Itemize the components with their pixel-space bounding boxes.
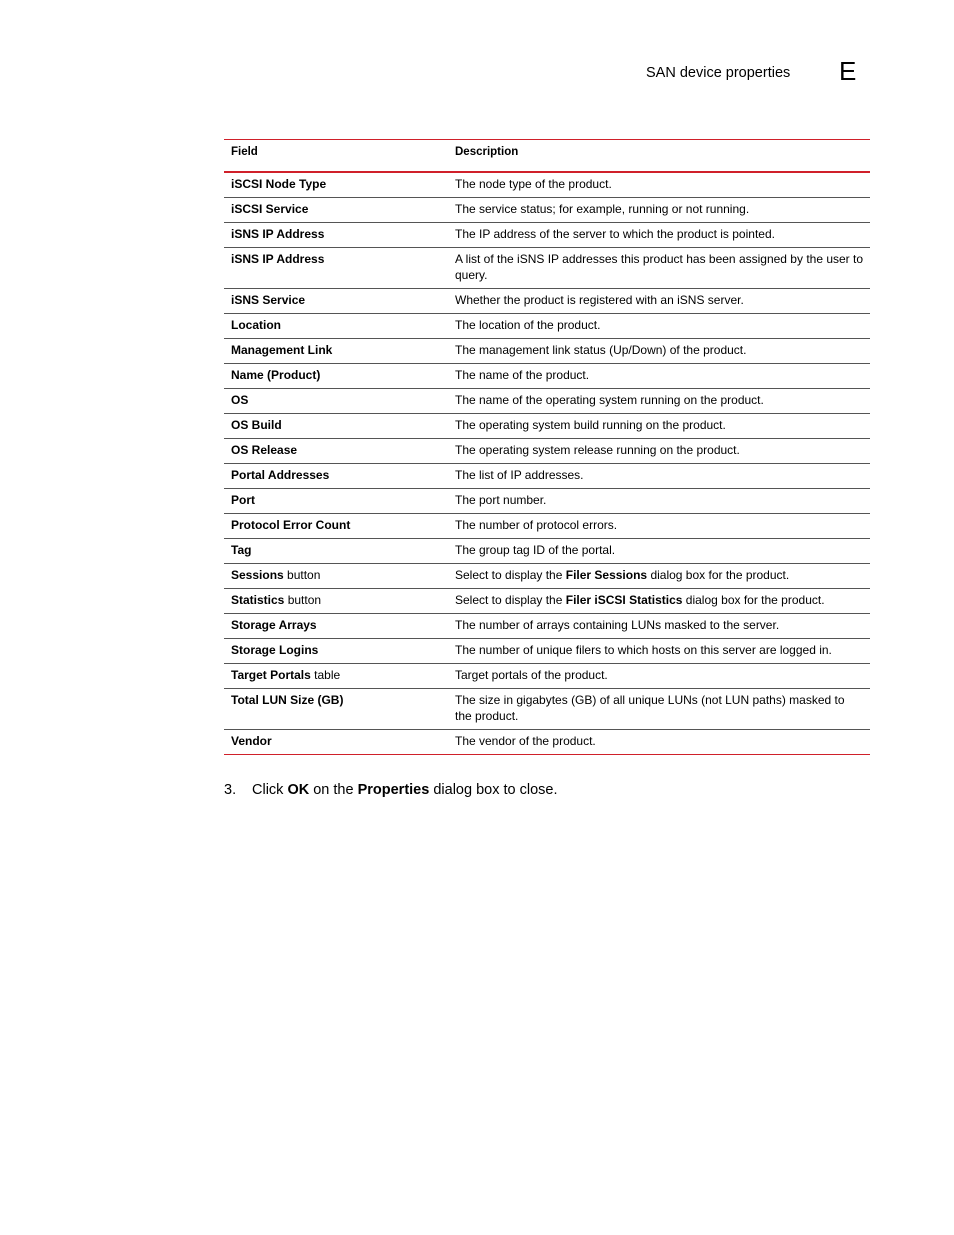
section-title: SAN device properties bbox=[646, 65, 791, 81]
field-name: Target Portals bbox=[231, 668, 311, 682]
field-name: iSCSI Service bbox=[231, 202, 309, 216]
table-row bbox=[224, 564, 870, 589]
description-text: The operating system build running on the product. bbox=[455, 418, 726, 432]
field-name: iSCSI Node Type bbox=[231, 177, 327, 191]
description-text: The service status; for example, running or not running. bbox=[455, 202, 750, 216]
description-cell bbox=[448, 489, 870, 514]
description-cell bbox=[448, 689, 870, 730]
description-text: Target portals of the product. bbox=[455, 668, 608, 682]
description-text: Whether the product is registered with an iSNS server. bbox=[455, 293, 744, 307]
field-name: Total LUN Size (GB) bbox=[231, 693, 344, 707]
field-cell bbox=[224, 339, 448, 364]
field-cell bbox=[224, 464, 448, 489]
description-cell bbox=[448, 614, 870, 639]
description-text: The name of the product. bbox=[455, 368, 590, 382]
field-name: Management Link bbox=[231, 343, 333, 357]
table-row bbox=[224, 614, 870, 639]
description-cell bbox=[448, 248, 870, 289]
field-cell bbox=[224, 314, 448, 339]
page-header bbox=[0, 56, 954, 92]
dialog-name: Filer Sessions bbox=[565, 568, 648, 582]
field-cell bbox=[224, 198, 448, 223]
table-row bbox=[224, 664, 870, 689]
description-cell bbox=[448, 464, 870, 489]
field-cell bbox=[224, 514, 448, 539]
field-cell bbox=[224, 289, 448, 314]
field-name: Protocol Error Count bbox=[231, 518, 351, 532]
description-cell bbox=[448, 364, 870, 389]
table-row bbox=[224, 339, 870, 364]
table-row bbox=[224, 439, 870, 464]
table-row bbox=[224, 364, 870, 389]
table-row bbox=[224, 730, 870, 755]
field-cell bbox=[224, 564, 448, 589]
description-cell bbox=[448, 730, 870, 755]
field-cell bbox=[224, 689, 448, 730]
table-row bbox=[224, 248, 870, 289]
field-cell bbox=[224, 248, 448, 289]
field-suffix: table bbox=[310, 668, 341, 682]
description-cell bbox=[448, 198, 870, 223]
field-name: iSNS IP Address bbox=[231, 227, 325, 241]
field-name: OS bbox=[231, 393, 249, 407]
field-name: iSNS IP Address bbox=[231, 252, 325, 266]
description-text: The number of unique filers to which hosts on this server are logged in. bbox=[455, 643, 832, 657]
description-text: The port number. bbox=[455, 493, 547, 507]
description-cell bbox=[448, 539, 870, 564]
table-row bbox=[224, 464, 870, 489]
properties-dialog-reference: Properties bbox=[357, 782, 430, 798]
table-row bbox=[224, 639, 870, 664]
step-text: Click bbox=[252, 782, 288, 798]
description-cell bbox=[448, 172, 870, 198]
dialog-name: Filer iSCSI Statistics bbox=[565, 593, 683, 607]
field-name: OS Build bbox=[231, 418, 282, 432]
field-name: Name (Product) bbox=[231, 368, 321, 382]
field-cell bbox=[224, 539, 448, 564]
field-cell bbox=[224, 439, 448, 464]
field-name: Sessions bbox=[231, 568, 284, 582]
description-text: The vendor of the product. bbox=[455, 734, 596, 748]
step-instruction bbox=[224, 782, 557, 798]
description-cell bbox=[448, 339, 870, 364]
description-text: The operating system release running on the product. bbox=[455, 443, 740, 457]
description-cell bbox=[448, 589, 870, 614]
field-cell bbox=[224, 223, 448, 248]
description-text: The size in gigabytes (GB) of all unique LUNs (not LUN paths) masked to the product. bbox=[455, 693, 845, 723]
field-name: Storage Logins bbox=[231, 643, 319, 657]
table-row bbox=[224, 689, 870, 730]
step-number: 3. bbox=[224, 782, 237, 798]
description-text: The number of protocol errors. bbox=[455, 518, 618, 532]
field-cell bbox=[224, 589, 448, 614]
description-text: The name of the operating system running on the product. bbox=[455, 393, 764, 407]
properties-table bbox=[224, 139, 870, 755]
field-cell bbox=[224, 489, 448, 514]
field-name: Vendor bbox=[231, 734, 272, 748]
table-row bbox=[224, 172, 870, 198]
table-row bbox=[224, 314, 870, 339]
field-name: iSNS Service bbox=[231, 293, 306, 307]
description-cell bbox=[448, 439, 870, 464]
field-name: Storage Arrays bbox=[231, 618, 317, 632]
field-cell bbox=[224, 639, 448, 664]
description-cell bbox=[448, 514, 870, 539]
field-cell bbox=[224, 730, 448, 755]
field-name: Location bbox=[231, 318, 281, 332]
table-row bbox=[224, 414, 870, 439]
header-field: Field bbox=[224, 140, 448, 172]
description-cell bbox=[448, 223, 870, 248]
description-cell bbox=[448, 664, 870, 689]
description-cell bbox=[448, 289, 870, 314]
description-text: The group tag ID of the portal. bbox=[455, 543, 616, 557]
field-name: Statistics bbox=[231, 593, 285, 607]
table-row bbox=[224, 198, 870, 223]
description-cell bbox=[448, 639, 870, 664]
table-row bbox=[224, 223, 870, 248]
table-row bbox=[224, 539, 870, 564]
table-row bbox=[224, 289, 870, 314]
description-cell bbox=[448, 414, 870, 439]
description-cell bbox=[448, 314, 870, 339]
field-suffix: button bbox=[284, 593, 322, 607]
description-text: dialog box for the product. bbox=[647, 568, 790, 582]
table-row bbox=[224, 589, 870, 614]
header-description: Description bbox=[448, 140, 870, 172]
step-text: on the bbox=[309, 782, 358, 798]
field-name: Tag bbox=[231, 543, 252, 557]
description-text: The number of arrays containing LUNs masked to the server. bbox=[455, 618, 780, 632]
description-text: The node type of the product. bbox=[455, 177, 612, 191]
description-text: The IP address of the server to which the product is pointed. bbox=[455, 227, 775, 241]
description-text: Select to display the bbox=[455, 593, 566, 607]
table-row bbox=[224, 489, 870, 514]
field-name: Port bbox=[231, 493, 255, 507]
field-cell bbox=[224, 614, 448, 639]
table-header-row bbox=[224, 140, 870, 172]
step-text: dialog box to close. bbox=[429, 782, 558, 798]
description-cell bbox=[448, 389, 870, 414]
appendix-letter: E bbox=[839, 56, 857, 86]
description-text: A list of the iSNS IP addresses this product has been assigned by the user to query. bbox=[455, 252, 864, 282]
description-text: The management link status (Up/Down) of the product. bbox=[455, 343, 747, 357]
description-text: Select to display the bbox=[455, 568, 566, 582]
description-text: dialog box for the product. bbox=[682, 593, 825, 607]
field-cell bbox=[224, 664, 448, 689]
field-name: Portal Addresses bbox=[231, 468, 330, 482]
table-row bbox=[224, 389, 870, 414]
field-suffix: button bbox=[283, 568, 321, 582]
field-cell bbox=[224, 414, 448, 439]
table-row bbox=[224, 514, 870, 539]
description-cell bbox=[448, 564, 870, 589]
field-name: OS Release bbox=[231, 443, 298, 457]
ok-button-reference: OK bbox=[287, 782, 310, 798]
field-cell bbox=[224, 389, 448, 414]
field-cell bbox=[224, 364, 448, 389]
description-text: The location of the product. bbox=[455, 318, 601, 332]
description-text: The list of IP addresses. bbox=[455, 468, 584, 482]
field-cell bbox=[224, 172, 448, 198]
